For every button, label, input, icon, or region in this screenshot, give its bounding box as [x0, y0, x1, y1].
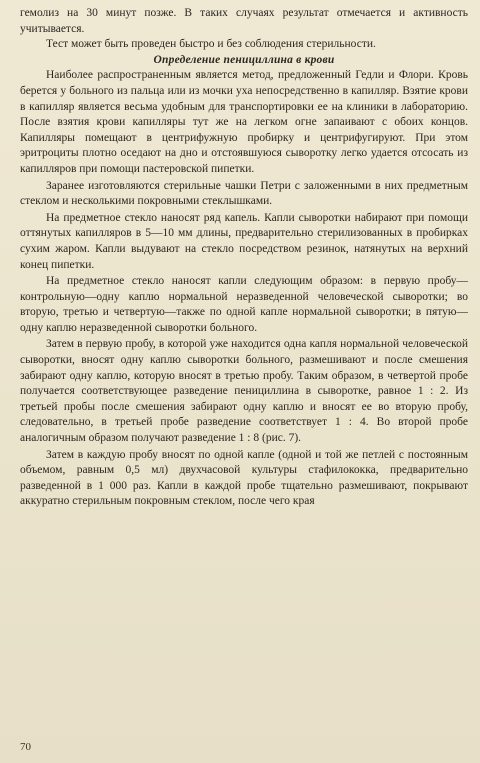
paragraph-culture: Затем в каждую пробу вносят по одной капле (одной и той же петлей с постоянным объемом, равным 0,5 мл) двухчасовой культуры стафилококка, предварительно разведенной в 1 000 раз. Капли в каждой пробе тщательно размешивают, покрывают аккуратно стерильным покровным стеклом, после чего края [20, 448, 468, 508]
paragraph-continuation: гемолиз на 30 минут позже. В таких случаях результат отмечается и активность учитывается. [20, 7, 468, 35]
paragraph-method: Наиболее распространенным является метод, предложенный Гедли и Флори. Кровь берется у больного из пальца или из мочки уха непосредственно в капилляр. Взятие крови в капилляр является весьма удобным для транспортировки ее на клиники в лабораторию. После взятия крови капилляры тут же на легком огне запаивают с обоих концов. Капилляры помещают в центрифужную пробирку и центрифугируют. При этом эритроциты плотно оседают на дно и отстоявшуюся сыворотку легко удается отсосать из капилляров при помощи пастеровской пипетки. [20, 69, 468, 175]
paragraph-petri-dishes: Заранее изготовляются стерильные чашки Петри с заложенными в них предметным стеклом и несколькими покровными стеклышками. [20, 179, 468, 208]
section-heading: Определение пенициллина в крови [153, 53, 335, 66]
paragraph-drops: На предметное стекло наносят ряд капель. Капли сыворотки набирают при помощи оттянутых капилляров в 5—10 мм длины, предварительно стерилизованных в пробирках сухим жаром. Капли выдувают на стекло посредством резинок, натянутых на верхний конец пипетки. [20, 211, 468, 271]
paragraph-dilution: Затем в первую пробу, в которой уже находится одна капля нормальной человеческой сыворотки, вносят одну каплю сыворотки больного, размешивают и после смешения забирают одну каплю, которую вносят в третью пробу. Таким образом, в четвертой пробе получается соответствующее разведение пенициллина в сыворотке, равное 1 : 2. Из третьей пробы после смешения забирают одну каплю и вносят ее во вторую пробу, следовательно, в третьей пробе разведение соответствует 1 : 4. Во второй пробе аналогичным образом получают разведение 1 : 8 (рис. 7). [20, 338, 468, 445]
paragraph-samples: На предметное стекло наносят капли следующим образом: в первую пробу—контрольную—одну каплю нормальной неразведенной человеческой сыворотки; во вторую, третью и четвертую—также по одной капле нормальной сыворотки; в пятую—одну каплю неразведенной сыворотки больного. [20, 275, 468, 334]
paragraph-sterility-note: Тест может быть проведен быстро и без соблюдения стерильности. [46, 38, 376, 51]
page-text-block [20, 6, 468, 510]
page-number: 70 [20, 741, 31, 753]
